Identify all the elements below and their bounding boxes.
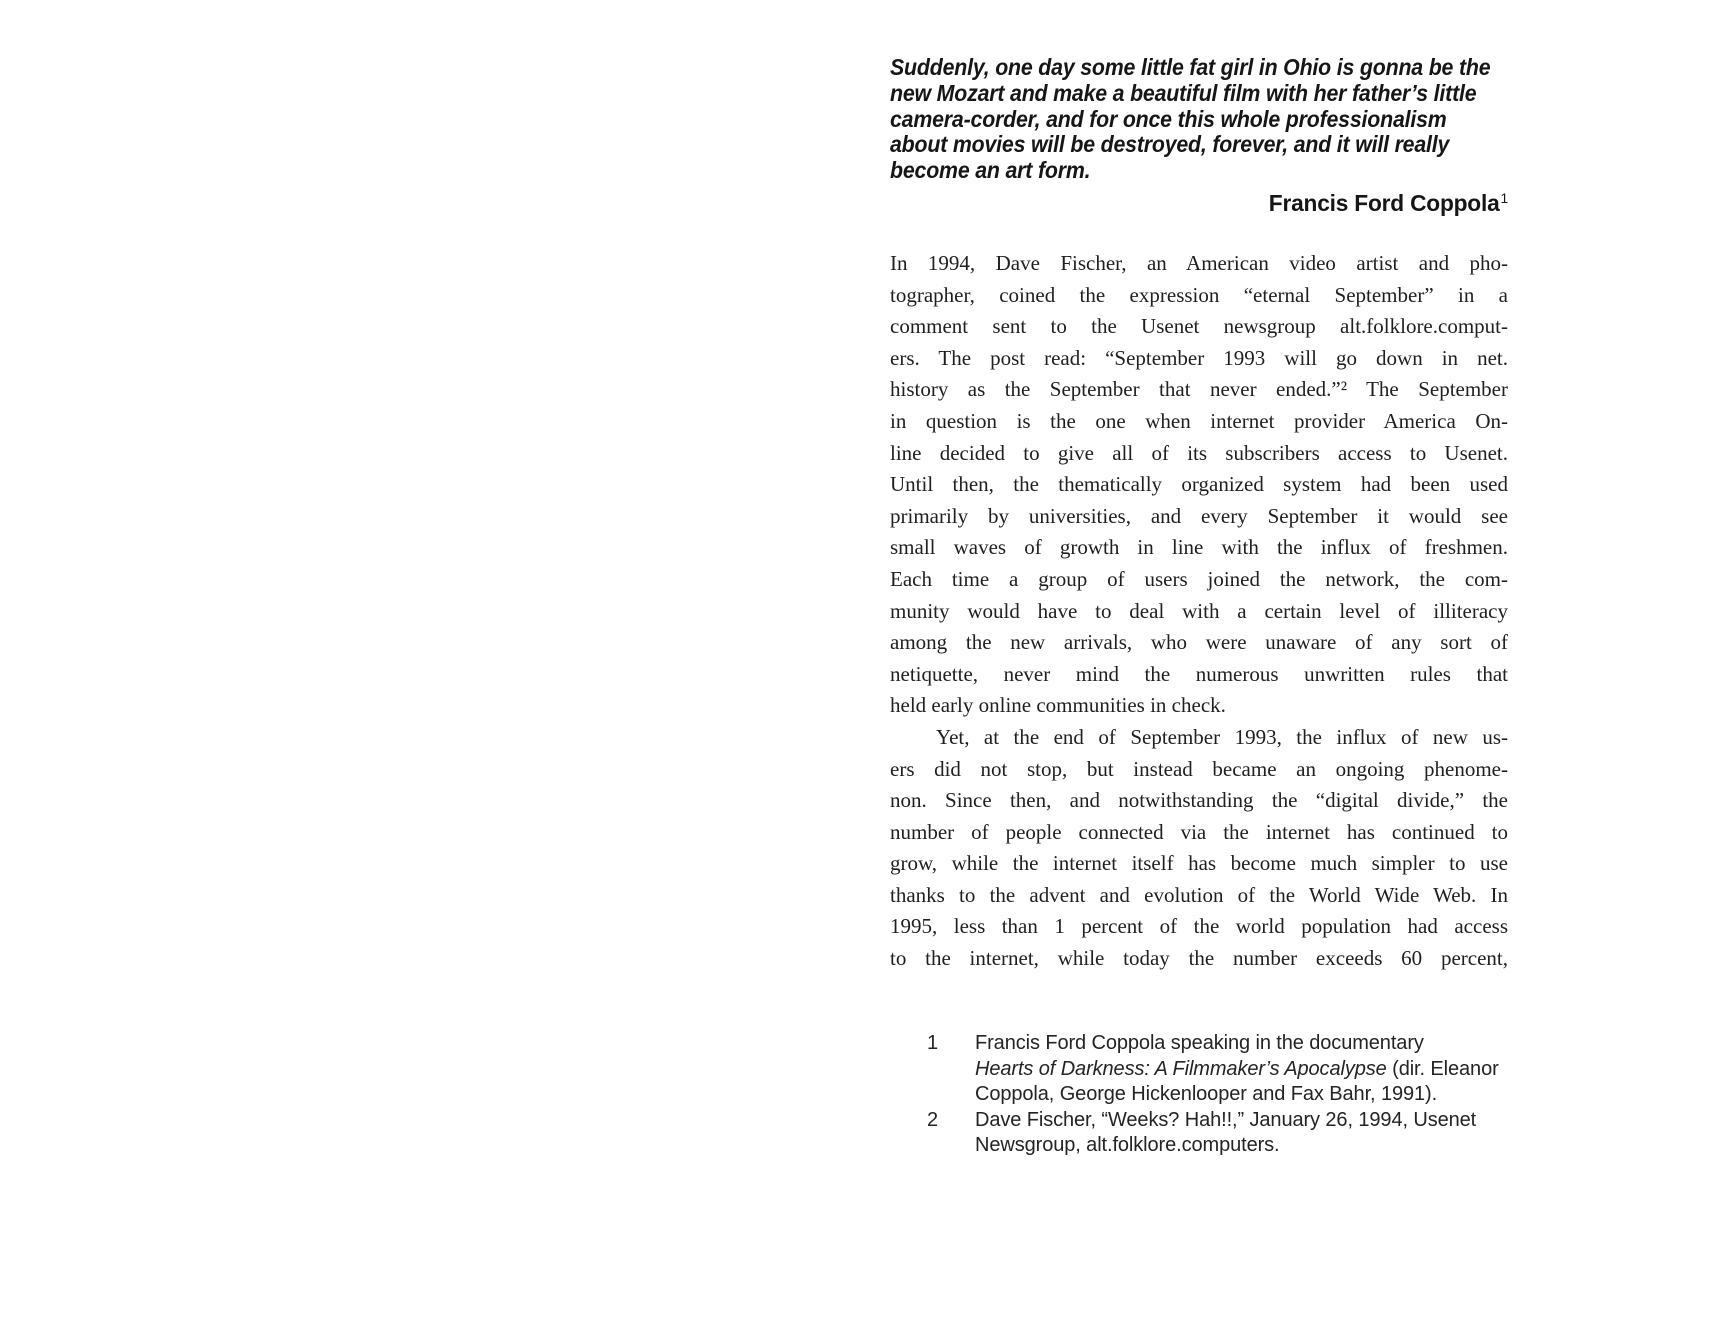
body-line: grow, while the internet itself has become much simpler to use — [890, 851, 1508, 876]
epigraph-line: become an art form. — [890, 157, 1091, 184]
body-line: munity would have to deal with a certain level of illiteracy — [890, 598, 1508, 623]
body-line: thanks to the advent and evolution of the World Wide Web. In — [890, 882, 1508, 907]
footnote-line: Coppola, George Hickenlooper and Fax Bahr, 1991). — [975, 1083, 1438, 1105]
epigraph-line: about movies will be destroyed, forever, and it will really — [890, 131, 1450, 158]
epigraph-line: Suddenly, one day some little fat girl in Ohio is gonna be the — [890, 54, 1491, 80]
body-line: small waves of growth in line with the influx of freshmen. — [890, 535, 1508, 560]
body-text — [890, 248, 1508, 975]
body-line: 1995, less than 1 percent of the world population had access — [890, 914, 1508, 939]
body-line: Yet, at the end of September 1993, the influx of new us- — [936, 724, 1508, 749]
body-line: Until then, the thematically organized system had been used — [890, 472, 1508, 497]
body-line: to the internet, while today the number exceeds 60 percent, — [890, 946, 1508, 971]
body-line: line decided to give all of its subscribers access to Usenet. — [890, 440, 1508, 465]
footnote-number: 2 — [927, 1108, 939, 1131]
body-line: comment sent to the Usenet newsgroup alt.folklore.comput- — [890, 314, 1508, 339]
footnote-number: 1 — [927, 1032, 939, 1054]
body-line: ers did not stop, but instead became an ongoing phenome- — [890, 756, 1508, 781]
body-line: in question is the one when internet provider America On- — [890, 408, 1508, 433]
footnote — [890, 1031, 1508, 1108]
body-line: among the new arrivals, who were unaware of any sort of — [890, 630, 1508, 655]
footnote-line: Hearts of Darkness: A Filmmaker’s Apocalypse (dir. Eleanor — [975, 1057, 1499, 1080]
epigraph — [890, 55, 1508, 184]
epigraph-line: new Mozart and make a beautiful film with her father’s little — [890, 79, 1477, 106]
epigraph-line: camera-corder, and for once this whole professionalism — [890, 105, 1447, 132]
body-line: ers. The post read: “September 1993 will go down in net. — [890, 345, 1508, 370]
body-line: held early online communities in check. — [890, 693, 1226, 718]
body-line: Each time a group of users joined the network, the com- — [890, 566, 1508, 591]
footnote — [890, 1108, 1508, 1159]
body-line: non. Since then, and notwithstanding the “digital divide,” the — [890, 788, 1508, 813]
footnote-line: Dave Fischer, “Weeks? Hah!!,” January 26, 1994, Usenet — [975, 1108, 1477, 1131]
footnotes — [890, 1031, 1508, 1159]
body-line: tographer, coined the expression “eternal September” in a — [890, 282, 1508, 307]
body-line: primarily by universities, and every September it would see — [890, 503, 1508, 528]
attribution-name: Francis Ford Coppola — [1268, 190, 1500, 216]
body-line: number of people connected via the internet has continued to — [890, 819, 1508, 844]
footnote-text — [975, 1108, 1508, 1159]
body-line: netiquette, never mind the numerous unwritten rules that — [890, 661, 1508, 686]
footnote-line: Newsgroup, alt.folklore.computers. — [975, 1134, 1280, 1156]
footnote-text — [975, 1031, 1508, 1108]
epigraph-attribution — [898, 190, 1508, 219]
body-line: history as the September that never ended.”² The September — [890, 377, 1508, 402]
attribution-footnote-marker: 1 — [1500, 190, 1508, 206]
footnote-line: Francis Ford Coppola speaking in the documentary — [975, 1032, 1424, 1054]
body-line: In 1994, Dave Fischer, an American video artist and pho- — [890, 251, 1508, 275]
